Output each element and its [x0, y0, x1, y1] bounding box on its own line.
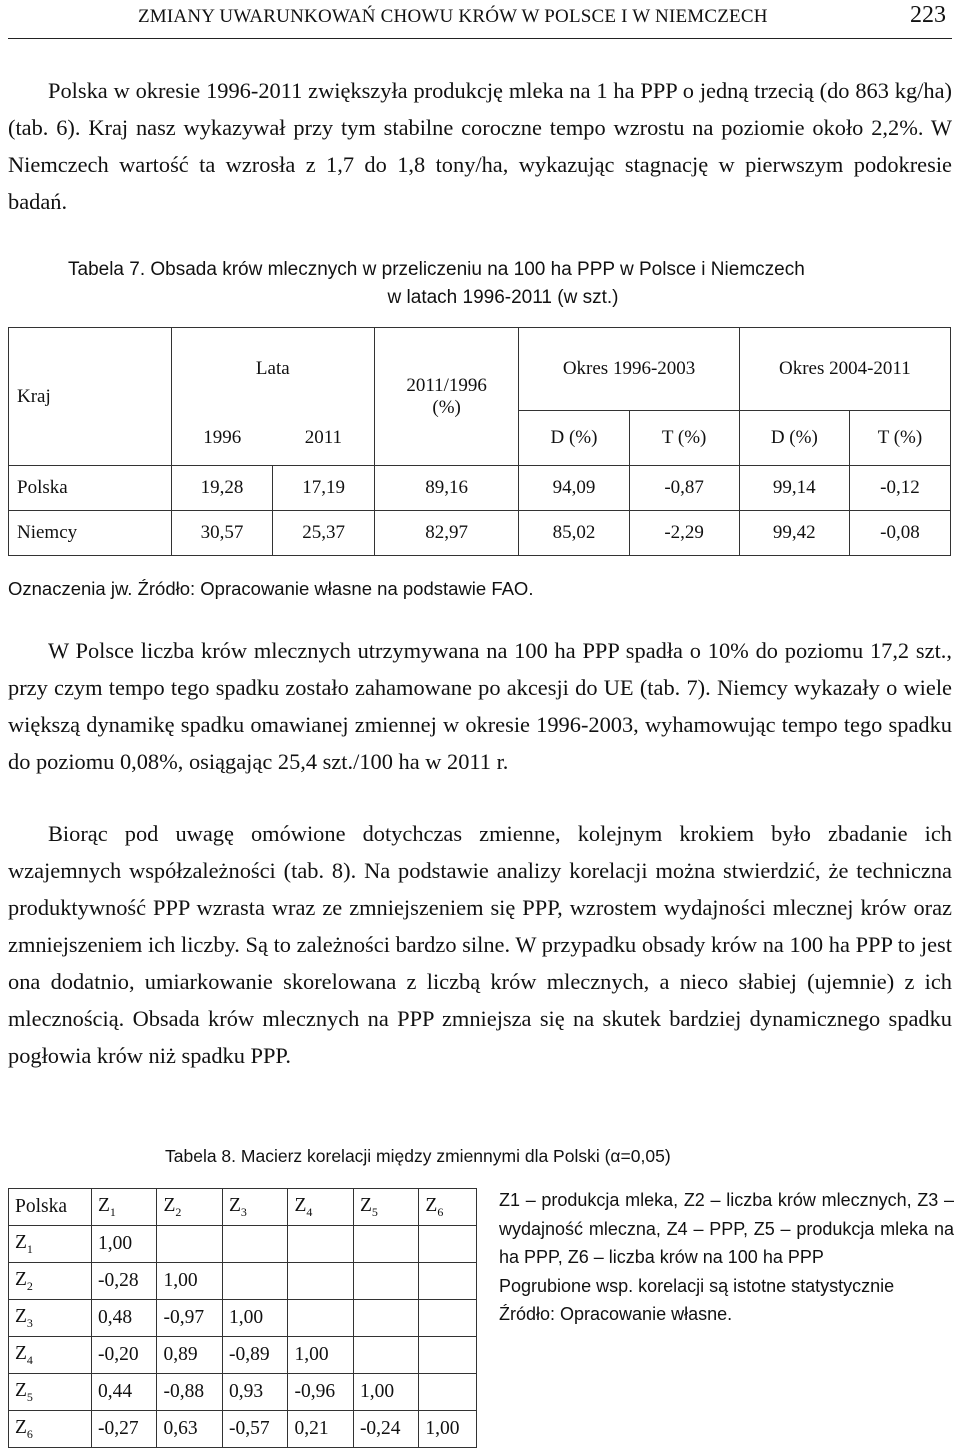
table-cell: 30,57 [171, 511, 273, 556]
table-cell: 1,00 [288, 1337, 353, 1374]
table-cell: 17,19 [273, 466, 375, 511]
table-cell [157, 1226, 222, 1263]
row-header: $Z_3$ [9, 1300, 92, 1337]
paragraph-1: Polska w okresie 1996-2011 zwiększyła produkcję mleka na 1 ha PPP o jedną trzecią (do 863 kg/ha) (tab. 6). Kraj nasz wykazywał przy tym stabilne coroczne tempo wzrostu na poziomie około 2,2%. W Niemczech wartość ta wzrosła z 1,7 do 1,8 tony/ha, wykazując stagnację w pierwszym podokresie badań. [8, 78, 952, 214]
table-cell: 0,93 [222, 1374, 287, 1411]
column-header: $Z_1$ [92, 1189, 157, 1226]
table-cell: -0,89 [222, 1337, 287, 1374]
table-row [9, 1263, 477, 1300]
column-header: $Z_6$ [419, 1189, 477, 1226]
table-row [9, 1189, 477, 1226]
header-year-1996: 1996 [171, 411, 273, 466]
table-cell: 19,28 [171, 466, 273, 511]
table-row [9, 511, 951, 556]
table-cell: -2,29 [629, 511, 739, 556]
header-ratio [374, 328, 519, 466]
column-header: $Z_3$ [222, 1189, 287, 1226]
table8-legend [499, 1186, 954, 1329]
table-row [9, 1226, 477, 1263]
row-header: $Z_6$ [9, 1411, 92, 1448]
table7 [8, 327, 951, 556]
header-t-1: T (%) [629, 411, 739, 466]
row-header: $Z_2$ [9, 1263, 92, 1300]
row-header: $Z_1$ [9, 1226, 92, 1263]
table-cell: 82,97 [374, 511, 519, 556]
table-row [9, 1411, 477, 1448]
table-cell: -0,24 [353, 1411, 418, 1448]
table-row [9, 466, 951, 511]
table-cell [419, 1374, 477, 1411]
table-cell: 94,09 [519, 466, 629, 511]
table8-caption: Tabela 8. Macierz korelacji między zmiennymi dla Polski (α=0,05) [165, 1146, 671, 1166]
header-d-1: D (%) [519, 411, 629, 466]
table-row [9, 1374, 477, 1411]
table-cell [288, 1226, 353, 1263]
table-cell [419, 1300, 477, 1337]
corner-cell: Polska [9, 1189, 92, 1226]
table-cell: -0,57 [222, 1411, 287, 1448]
country-cell: Polska [9, 466, 172, 511]
table-cell: -0,97 [157, 1300, 222, 1337]
table-cell: 89,16 [374, 466, 519, 511]
table8-source: Źródło: Opracowanie własne. [499, 1304, 733, 1324]
header-ratio-line1: 2011/1996 [406, 374, 487, 396]
table-cell: 0,63 [157, 1411, 222, 1448]
paragraph-2: W Polsce liczba krów mlecznych utrzymywana na 100 ha PPP spadła o 10% do poziomu 17,2 szt., przy czym tempo tego spadku zostało zahamowane po akcesji do UE (tab. 7). Niemcy wykazały o wiele większą dynamikę spadku omawianej zmiennej w okresie 1996-2003, wyhamowując tempo tego spadku do poziomu 0,08%, osiągając 25,4 szt./100 ha w 2011 r. [8, 638, 952, 774]
table-row [9, 1337, 477, 1374]
table7-caption-line2: w latach 1996-2011 (w szt.) [387, 287, 619, 308]
table-cell [353, 1226, 418, 1263]
table-cell: 99,14 [739, 466, 849, 511]
column-header: $Z_4$ [288, 1189, 353, 1226]
table-cell: 0,21 [288, 1411, 353, 1448]
table-cell [222, 1226, 287, 1263]
significance-note: Pogrubione wsp. korelacji są istotne statystycznie [499, 1275, 895, 1296]
header-d-2: D (%) [739, 411, 849, 466]
table7-caption-line1: Tabela 7. Obsada krów mlecznych w przeliczeniu na 100 ha PPP w Polsce i Niemczech [68, 259, 805, 280]
header-t-2: T (%) [849, 411, 950, 466]
table-cell: 85,02 [519, 511, 629, 556]
table-cell: -0,88 [157, 1374, 222, 1411]
column-header: $Z_2$ [157, 1189, 222, 1226]
table-cell: -0,96 [288, 1374, 353, 1411]
table-cell [222, 1263, 287, 1300]
variable-legend: Z1 – produkcja mleka, Z2 – liczba krów mlecznych, Z3 – wydajność mleczna, Z4 – PPP, Z5 – produkcja mleka na ha PPP, Z6 – liczba krów na 100 ha PPP [499, 1190, 954, 1267]
table-cell: 0,89 [157, 1337, 222, 1374]
table-cell: 25,37 [273, 511, 375, 556]
running-header [8, 0, 952, 39]
table-cell: -0,12 [849, 466, 950, 511]
country-cell: Niemcy [9, 511, 172, 556]
header-lata: Lata [171, 328, 374, 411]
table-cell: 1,00 [92, 1226, 157, 1263]
table-cell: 99,42 [739, 511, 849, 556]
table-cell [353, 1263, 418, 1300]
table-cell [288, 1263, 353, 1300]
table7-note: Oznaczenia jw. Źródło: Opracowanie własne na podstawie FAO. [8, 578, 534, 599]
table-cell: 1,00 [419, 1411, 477, 1448]
table-cell: -0,08 [849, 511, 950, 556]
table-cell: -0,28 [92, 1263, 157, 1300]
table-cell [419, 1263, 477, 1300]
table-cell: 0,44 [92, 1374, 157, 1411]
table-cell: -0,87 [629, 466, 739, 511]
table-cell: 1,00 [353, 1374, 418, 1411]
row-header: $Z_5$ [9, 1374, 92, 1411]
table-cell [353, 1300, 418, 1337]
row-header: $Z_4$ [9, 1337, 92, 1374]
table-cell: -0,27 [92, 1411, 157, 1448]
column-header: $Z_5$ [353, 1189, 418, 1226]
table-cell [288, 1300, 353, 1337]
page-number: 223 [910, 2, 946, 28]
table-cell: -0,20 [92, 1337, 157, 1374]
table-cell: 1,00 [157, 1263, 222, 1300]
header-okres-1: Okres 1996-2003 [519, 328, 739, 411]
header-kraj: Kraj [9, 328, 172, 466]
table8-correlation-matrix [8, 1188, 477, 1448]
table-cell: 1,00 [222, 1300, 287, 1337]
header-year-2011: 2011 [273, 411, 375, 466]
table7-caption [68, 256, 898, 312]
table-row [9, 1300, 477, 1337]
header-ratio-line2: (%) [432, 396, 461, 418]
table-cell [353, 1337, 418, 1374]
table-cell: 0,48 [92, 1300, 157, 1337]
table-cell [419, 1226, 477, 1263]
header-okres-2: Okres 2004-2011 [739, 328, 950, 411]
running-head-title: ZMIANY UWARUNKOWAŃ CHOWU KRÓW W POLSCE I W NIEMCZECH [138, 6, 768, 27]
table-cell [419, 1337, 477, 1374]
paragraph-3: Biorąc pod uwagę omówione dotychczas zmienne, kolejnym krokiem było zbadanie ich wzajemnych współzależności (tab. 8). Na podstawie analizy korelacji można stwierdzić, że techniczna produktywność PPP wzrasta wraz ze zmniejszeniem się PPP, wzrostem wydajności mlecznej krów oraz zmniejszeniem ich liczby. Są to zależności bardzo silne. W przypadku obsady krów na 100 ha PPP to jest ona dodatnio, umiarkowanie skorelowana z liczbą krów mlecznych, a nieco słabiej (ujemnie) z ich mlecznością. Obsada krów mlecznych na PPP zmniejsza się na skutek bardziej dynamicznego spadku pogłowia krów niż spadku PPP. [8, 821, 952, 1068]
